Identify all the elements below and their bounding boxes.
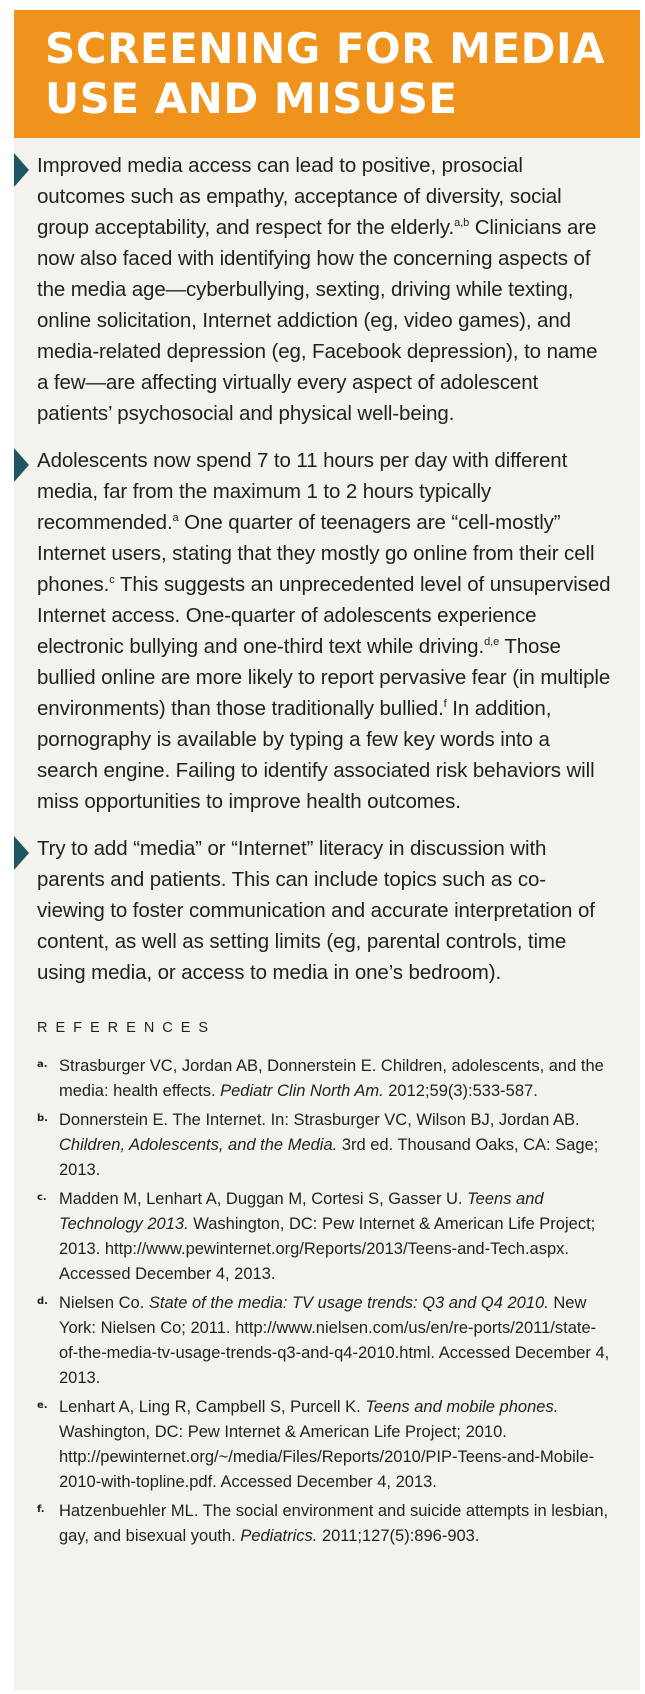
citation-superscript: c xyxy=(109,574,115,587)
reference-letter: e. xyxy=(37,1400,48,1411)
paragraph-text: Adolescents now spend 7 to 11 hours per day with different media, far from the maximum 1 to 2 hours typically recommended.$^a$ One quarter of teenagers are “cell-mostly” Internet users, stating that they mostly go online from their cell phones.$^c$ This suggests an unprecedented level of unsupervised Internet access. One-quarter of adolescents experience electronic bullying and one-third text while driving.$^{d,e}$ Those bullied online are more likely to report pervasive fear (in multiple environments) than those traditionally bullied.$^f$ In addition, pornography is available by typing a few key words into a search engine. Failing to identify associated risk behaviors will miss opportunities to improve health outcomes. xyxy=(37,449,611,813)
reference-text: Lenhart A, Ling R, Campbell S, Purcell K. Teens and mobile phones. Washington, DC: Pew Internet & American Life Project; 2010. http://pewinternet.org/~/media/Files/Reports/2010/PIP-Teens-and-Mobile-2010-with-topline.pdf. Accessed December 4, 2013. xyxy=(59,1398,595,1491)
bullet-paragraph-1 xyxy=(37,150,612,429)
arrow-bullet-icon xyxy=(14,448,29,482)
arrow-bullet-icon xyxy=(14,836,29,870)
reference-item xyxy=(37,1054,612,1104)
reference-item xyxy=(37,1291,612,1391)
reference-text: Madden M, Lenhart A, Duggan M, Cortesi S, Gasser U. Teens and Technology 2013. Washington, DC: Pew Internet & American Life Project; 2013. http://www.pewinternet.org/Reports/2013/Teens-and-Tech.aspx. Accessed December 4, 2013. xyxy=(59,1190,596,1283)
reference-letter: f. xyxy=(37,1504,45,1515)
references-heading: REFERENCES xyxy=(37,1020,217,1036)
citation-superscript: a xyxy=(172,512,179,525)
paragraph-text: Improved media access can lead to positive, prosocial outcomes such as empathy, acceptance of diversity, social group acceptability, and respect for the elderly.$^{a,b}$ Clinicians are now also faced with identifying how the concerning aspects of the media age—cyberbullying, sexting, driving while texting, online solicitation, Internet addiction (eg, video games), and media-related depression (eg, Facebook depression), to name a few—are affecting virtually every aspect of adolescent patients’ psychosocial and physical well-being. xyxy=(37,154,598,425)
arrow-bullet-icon xyxy=(14,153,29,187)
paragraph-text: Try to add “media” or “Internet” literacy in discussion with parents and patients. This can include topics such as co-viewing to foster communication and accurate interpretation of content, as well as setting limits (eg, parental controls, time using media, or access to media in one’s bedroom). xyxy=(37,837,595,984)
reference-text: Hatzenbuehler ML. The social environment and suicide attempts in lesbian, gay, and bisexual youth. Pediatrics. 2011;127(5):896-903. xyxy=(59,1502,609,1545)
citation-superscript: d,e xyxy=(484,636,500,649)
reference-letter: a. xyxy=(37,1059,48,1070)
reference-text: Donnerstein E. The Internet. In: Strasburger VC, Wilson BJ, Jordan AB. Children, Adolescents, and the Media. 3rd ed. Thousand Oaks, CA: Sage; 2013. xyxy=(59,1111,599,1179)
reference-item xyxy=(37,1395,612,1495)
citation-superscript: a,b xyxy=(454,217,470,230)
reference-item xyxy=(37,1187,612,1287)
reference-letter: d. xyxy=(37,1296,48,1307)
citation-superscript: f xyxy=(443,698,447,711)
reference-item xyxy=(37,1108,612,1183)
references-list xyxy=(37,1054,612,1549)
reference-letter: c. xyxy=(37,1192,47,1203)
bullet-paragraph-3 xyxy=(37,833,612,988)
page-title: SCREENING FOR MEDIA USE AND MISUSE xyxy=(45,24,606,123)
header-banner xyxy=(14,10,640,138)
reference-letter: b. xyxy=(37,1113,48,1124)
main-content xyxy=(14,150,640,1553)
reference-text: Nielsen Co. State of the media: TV usage trends: Q3 and Q4 2010. New York: Nielsen Co; 2011. http://www.nielsen.com/us/en/re-ports/2011/state-of-the-media-tv-usage-trends-q3-and-q4-2010.html. Accessed December 4, 2013. xyxy=(59,1294,610,1387)
bullet-paragraph-2 xyxy=(37,445,612,817)
reference-text: Strasburger VC, Jordan AB, Donnerstein E. Children, adolescents, and the media: health effects. Pediatr Clin North Am. 2012;59(3):533-587. xyxy=(59,1057,604,1100)
reference-item xyxy=(37,1499,612,1549)
